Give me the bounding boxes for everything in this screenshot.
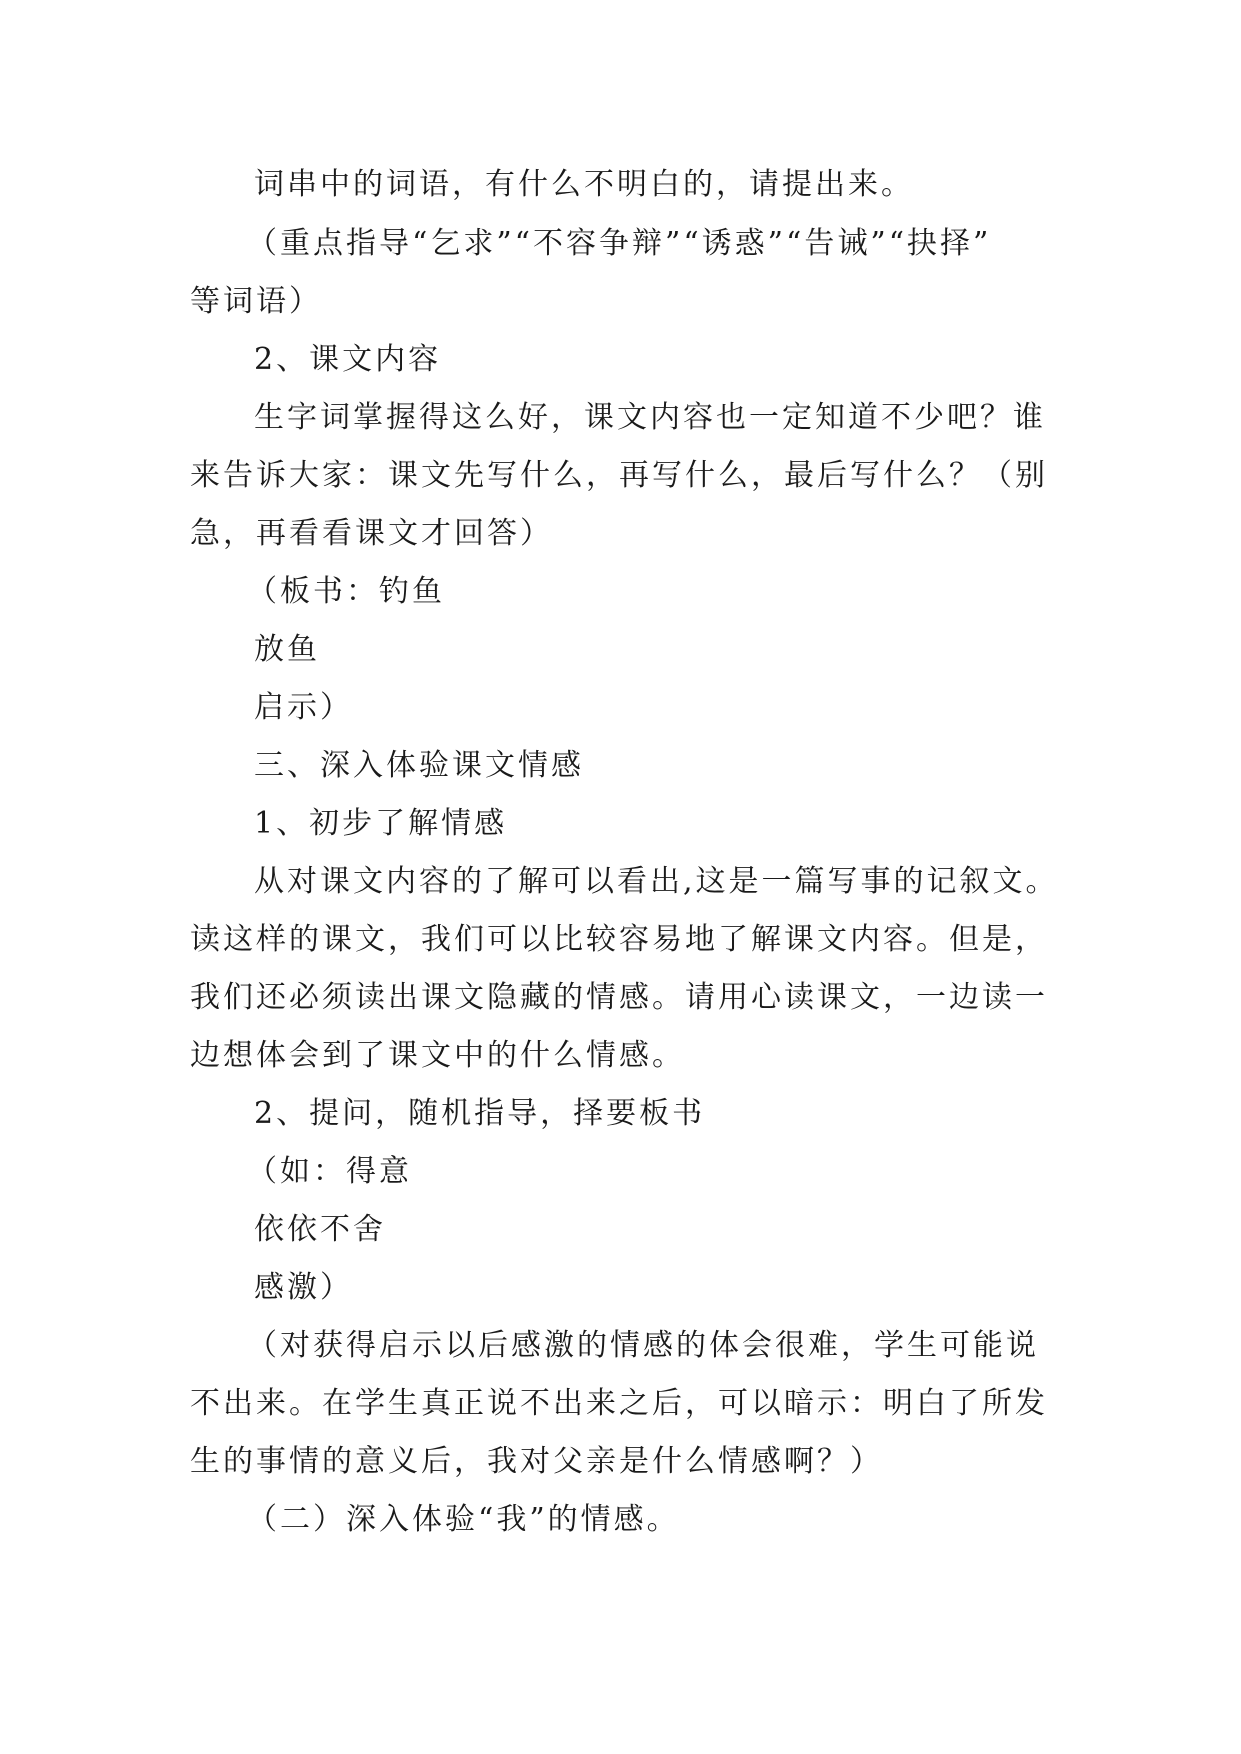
text-line: 等词语） xyxy=(190,284,322,319)
text-line: （二）深入体验“我”的情感。 xyxy=(247,1502,680,1537)
text-line: 急，再看看课文才回答） xyxy=(190,516,553,551)
text-line: 三、深入体验课文情感 xyxy=(254,748,584,783)
text-line: 2、提问，随机指导，择要板书 xyxy=(254,1096,706,1131)
text-line: 读这样的课文，我们可以比较容易地了解课文内容。但是， xyxy=(190,922,1048,957)
text-line: 我们还必须读出课文隐藏的情感。请用心读课文，一边读一 xyxy=(190,980,1048,1015)
text-line: （对获得启示以后感激的情感的体会很难，学生可能说 xyxy=(247,1328,1039,1363)
text-line: 从对课文内容的了解可以看出,这是一篇写事的记叙文。 xyxy=(254,864,1059,899)
text-line: 感激） xyxy=(254,1270,353,1305)
text-line: （如：得意 xyxy=(247,1154,412,1189)
text-line: （重点指导“乞求”“不容争辩”“诱惑”“告诫”“抉择” xyxy=(247,226,992,261)
text-line: 依依不舍 xyxy=(254,1212,386,1247)
text-line: 1、初步了解情感 xyxy=(254,806,508,841)
text-line: 启示） xyxy=(254,690,353,725)
text-line: 边想体会到了课文中的什么情感。 xyxy=(190,1038,685,1073)
text-line: 2、课文内容 xyxy=(254,342,442,377)
text-line: 来告诉大家：课文先写什么，再写什么，最后写什么？（别 xyxy=(190,458,1048,493)
text-line: 放鱼 xyxy=(254,632,320,667)
text-line: 词串中的词语，有什么不明白的，请提出来。 xyxy=(254,167,914,202)
text-line: 生字词掌握得这么好，课文内容也一定知道不少吧？谁 xyxy=(254,400,1046,435)
text-line: （板书：钓鱼 xyxy=(247,574,445,609)
text-line: 生的事情的意义后，我对父亲是什么情感啊？） xyxy=(190,1444,883,1479)
text-line: 不出来。在学生真正说不出来之后，可以暗示：明白了所发 xyxy=(190,1386,1048,1421)
